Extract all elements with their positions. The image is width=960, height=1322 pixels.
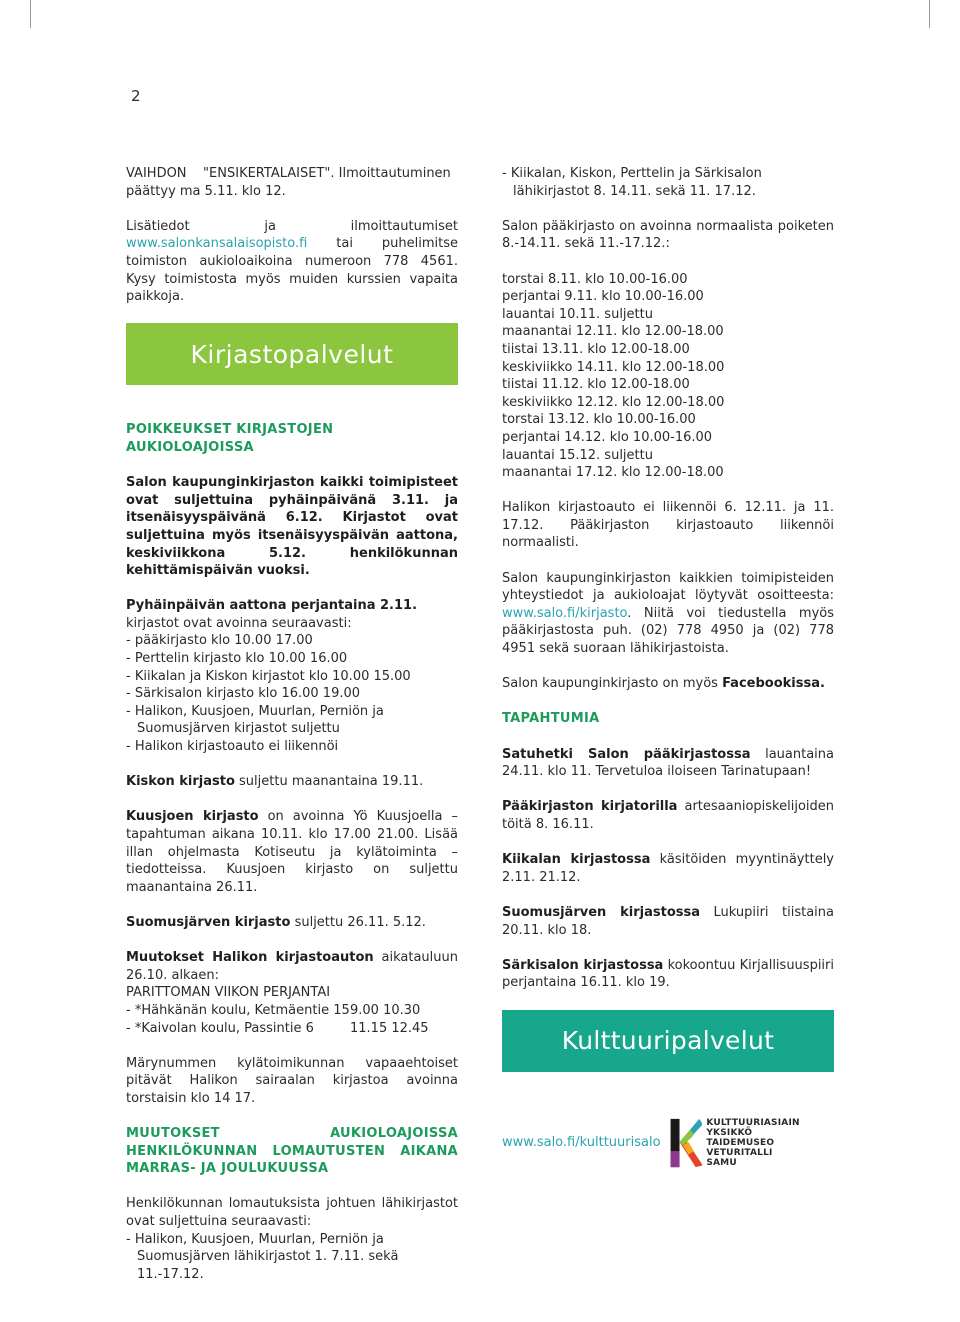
marynummi-paragraph: Märynummen kylätoimikunnan vapaaehtoiset pitävät Halikon sairaalan kirjastoa avoinna torstaisin klo 14 17. — [126, 1055, 458, 1106]
poikkeukset-heading: POIKKEUKSET KIRJASTOJEN AUKIOLOAJOISSA — [126, 422, 334, 455]
samu-logo — [667, 1112, 834, 1174]
kuusjoki-paragraph: Kuusjoen kirjasto on avoinna Yö Kuusjoella –tapahtuman aikana 10.11. klo 17.00 21.00. Lisää illan ohjelmasta Kotiseutu ja kylätoiminta –tiedotteissa. Kuusjoen kirjasto on suljettu maanantaina 26.11. — [126, 809, 459, 895]
list-item: - Kiikalan ja Kiskon kirjastot klo 10.00 15.00 — [126, 668, 411, 684]
list-item: tiistai 11.12. klo 12.00-18.00 — [502, 377, 690, 393]
event-item: Kiikalan kirjastossa käsitöiden myyntinäyttely 2.11. 21.12. — [502, 852, 834, 885]
kansalaisopisto-link[interactable]: www.salonkansalaisopisto.fi — [126, 236, 308, 252]
kulttuurisalo-link[interactable]: www.salo.fi/kulttuurisalo — [502, 1134, 661, 1150]
list-item: lauantai 10.11. suljettu — [502, 306, 653, 322]
logo-text: KULTTUURIASIAIN YKSIKKÖ TAIDEMUSEO VETURITALLI SAMU — [706, 1117, 800, 1168]
intro-block — [126, 165, 458, 200]
event-item: Satuhetki Salon pääkirjastossa lauantaina 24.11. klo 11. Tervetuloa iloiseen Tarinatupaan! — [502, 746, 834, 780]
kirjastoauto-block: Muutokset Halikon kirjastoauton aikatauluun 26.10. alkaen: PARITTOMAN VIIKON PERJANTAI - *Hähkänän koulu, Ketmäentie 159.00 10.30 - *Kaivolan koulu, Passintie 6 11.15 12.45 — [126, 950, 458, 1036]
table-row: - *Kaivolan koulu, Passintie 6 11.15 12.45 — [126, 1020, 429, 1036]
list-item: keskiviikko 12.12. klo 12.00-18.00 — [502, 394, 725, 410]
schedule-list — [502, 271, 834, 482]
intro-line-1: VAIHDON "ENSIKERTALAISET". Ilmoittautuminen — [126, 166, 451, 181]
list-item: torstai 8.11. klo 10.00-16.00 — [502, 271, 688, 287]
lomautus-block: Henkilökunnan lomautuksista johtuen lähikirjastot ovat suljettuina seuraavasti: - Halikon, Kuusjoen, Muurlan, Perniön ja Suomusjärven lähikirjastot 1. 7.11. sekä 11.-17.12. — [126, 1196, 458, 1282]
list-item: perjantai 9.11. klo 10.00-16.00 — [502, 289, 704, 305]
list-item: torstai 13.12. klo 10.00-16.00 — [502, 412, 696, 428]
crop-mark-right — [929, 0, 930, 28]
schedule-subheading: PARITTOMAN VIIKON PERJANTAI — [126, 985, 331, 1001]
list-item: - pääkirjasto klo 10.00 17.00 — [126, 633, 313, 649]
list-item: perjantai 14.12. klo 10.00-16.00 — [502, 429, 713, 445]
event-item: Särkisalon kirjastossa kokoontuu Kirjallisuuspiiri perjantaina 16.11. klo 19. — [502, 957, 834, 991]
closure-paragraph: Salon kaupunginkirjaston kaikki toimipisteet ovat suljettuina pyhäinpäivänä 3.11. ja itsenäisyyspäivänä 6.12. Kirjastot ovat suljettuina myös itsenäisyyspäivän aattona, keskiviikkona 5.12. henkilökunnan kehittämispäivän vuoksi. — [126, 475, 458, 579]
kirjasto-link[interactable]: www.salo.fi/kirjasto — [502, 605, 628, 621]
event-item: Pääkirjaston kirjatorilla artesaaniopiskelijoiden töitä 8. 16.11. — [502, 799, 834, 832]
facebook-paragraph: Salon kaupunginkirjasto on myös Facebookissa. — [502, 676, 825, 692]
list-item: - Halikon kirjastoauto ei liikennöi — [126, 739, 339, 755]
kirjastopalvelut-banner: Kirjastopalvelut — [126, 323, 458, 385]
info-paragraph: Lisätiedot ja ilmoittautumiset www.salonkansalaisopisto.fi tai puhelimitse toimiston aukioloaikoina numeroon 778 4561. Kysy toimistosta myös muiden kurssien vapaita paikkoja. — [126, 218, 458, 305]
contact-paragraph: Salon kaupunginkirjaston kaikkien toimipisteiden yhteystiedot ja aukioloajat löytyvät osoitteesta: www.salo.fi/kirjasto. Niitä voi tiedustella myös pääkirjastosta puh. (02) 778 4950 ja (02) 778 4951 sekä suoraan lähikirjastoista. — [502, 570, 834, 657]
kulttuuripalvelut-banner: Kulttuuripalvelut — [502, 1010, 834, 1072]
crop-mark-left — [30, 0, 31, 28]
intro-line-2: päättyy ma 5.11. klo 12. — [126, 183, 286, 199]
list-item: - Halikon, Kuusjoen, Muurlan, Perniön ja Suomusjärven lähikirjastot 1. 7.11. sekä 11.-17.12. — [126, 1231, 399, 1282]
lomautus-heading: MUUTOKSET AUKIOLOAJOISSA HENKILÖKUNNAN LOMAUTUSTEN AIKANA MARRAS- JA JOULUKUUSSA — [126, 1126, 458, 1177]
list-item: - Halikon, Kuusjoen, Muurlan, Perniön ja Suomusjärven kirjastot suljettu — [126, 703, 384, 737]
pyhainpaiva-block: Pyhäinpäivän aattona perjantaina 2.11. kirjastot ovat avoinna seuraavasti: - pääkirjasto klo 10.00 17.00 - Perttelin kirjasto klo 10.00 16.00 - Kiikalan ja Kiskon kirjastot klo 10.00 15.00 - Särkisalon kirjasto klo 16.00 19.00 - Halikon, Kuusjoen, Muurlan, Perniön ja Suomusjärven kirjastot suljettu - Halikon kirjastoauto ei liikennöi — [126, 597, 458, 755]
tapahtumia-heading: TAPAHTUMIA — [502, 711, 600, 727]
event-item: Suomusjärven kirjastossa Lukupiiri tiistaina 20.11. klo 18. — [502, 904, 834, 938]
samu-k-logo-icon — [667, 1112, 703, 1174]
suomusjarvi-paragraph: Suomusjärven kirjasto suljettu 26.11. 5.12. — [126, 914, 426, 930]
right-column — [502, 165, 834, 1174]
kiikala-item: - Kiikalan, Kiskon, Perttelin ja Särkisalon lähikirjastot 8. 14.11. sekä 11. 17.12. — [502, 166, 762, 199]
list-item: lauantai 15.12. suljettu — [502, 447, 653, 463]
kisko-paragraph: Kiskon kirjasto suljettu maanantaina 19.11. — [126, 774, 424, 790]
list-item: tiistai 13.11. klo 12.00-18.00 — [502, 341, 690, 357]
list-item: maanantai 17.12. klo 12.00-18.00 — [502, 465, 724, 481]
list-item: - Särkisalon kirjasto klo 16.00 19.00 — [126, 686, 361, 702]
table-row: - *Hähkänän koulu, Ketmäentie 159.00 10.30 — [126, 1002, 421, 1018]
list-item: - Perttelin kirjasto klo 10.00 16.00 — [126, 651, 348, 667]
page-number: 2 — [131, 87, 141, 105]
footer-row — [502, 1112, 834, 1174]
list-item: keskiviikko 14.11. klo 12.00-18.00 — [502, 359, 725, 375]
list-item: maanantai 12.11. klo 12.00-18.00 — [502, 324, 724, 340]
paakirjasto-intro: Salon pääkirjasto on avoinna normaalista poiketen 8.-14.11. sekä 11.-17.12.: — [502, 218, 834, 252]
left-column — [126, 165, 458, 1283]
kirjastoauto-note: Halikon kirjastoauto ei liikennöi 6. 12.11. ja 11. 17.12. Pääkirjaston kirjastoauto liikennöi normaalisti. — [502, 500, 834, 551]
